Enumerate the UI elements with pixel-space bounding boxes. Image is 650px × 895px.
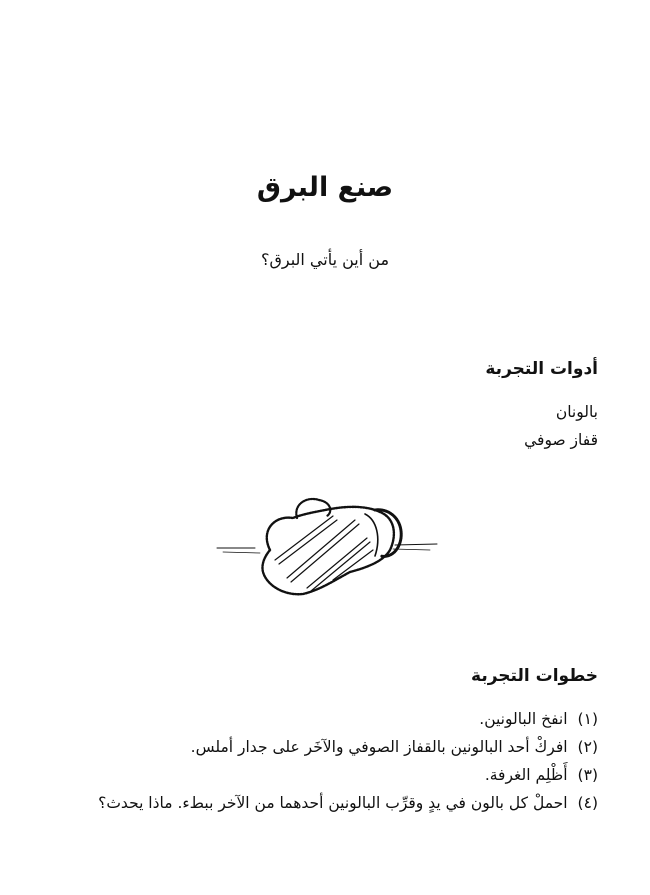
- step-item: [98, 733, 598, 761]
- tools-heading: أدوات التجربة: [485, 359, 598, 379]
- step-number: (١): [577, 710, 598, 728]
- tool-item: قفاز صوفي: [524, 431, 598, 449]
- page-title: صنع البرق: [256, 172, 394, 203]
- step-text: احملْ كل بالون في يدٍ وقرِّب البالونين أحدهما من الآخر ببطء. ماذا يحدث؟: [98, 794, 568, 812]
- woolen-glove-illustration: [215, 490, 440, 605]
- step-item: [98, 705, 598, 733]
- step-item: [98, 761, 598, 789]
- steps-heading: خطوات التجربة: [471, 666, 598, 686]
- step-text: افركْ أحد البالونين بالقفاز الصوفي والآخَر على جدار أملس.: [190, 738, 568, 756]
- step-text: أَظْلِم الغرفة.: [484, 766, 568, 784]
- step-number: (٤): [577, 794, 598, 812]
- steps-list: [98, 705, 598, 817]
- step-number: (٣): [577, 766, 598, 784]
- tools-list: [524, 398, 598, 454]
- page-subtitle: من أين يأتي البرق؟: [260, 250, 390, 269]
- step-text: انفخ البالونين.: [479, 710, 568, 728]
- tool-item: بالونان: [555, 403, 598, 421]
- step-item: [98, 789, 598, 817]
- step-number: (٢): [577, 738, 598, 756]
